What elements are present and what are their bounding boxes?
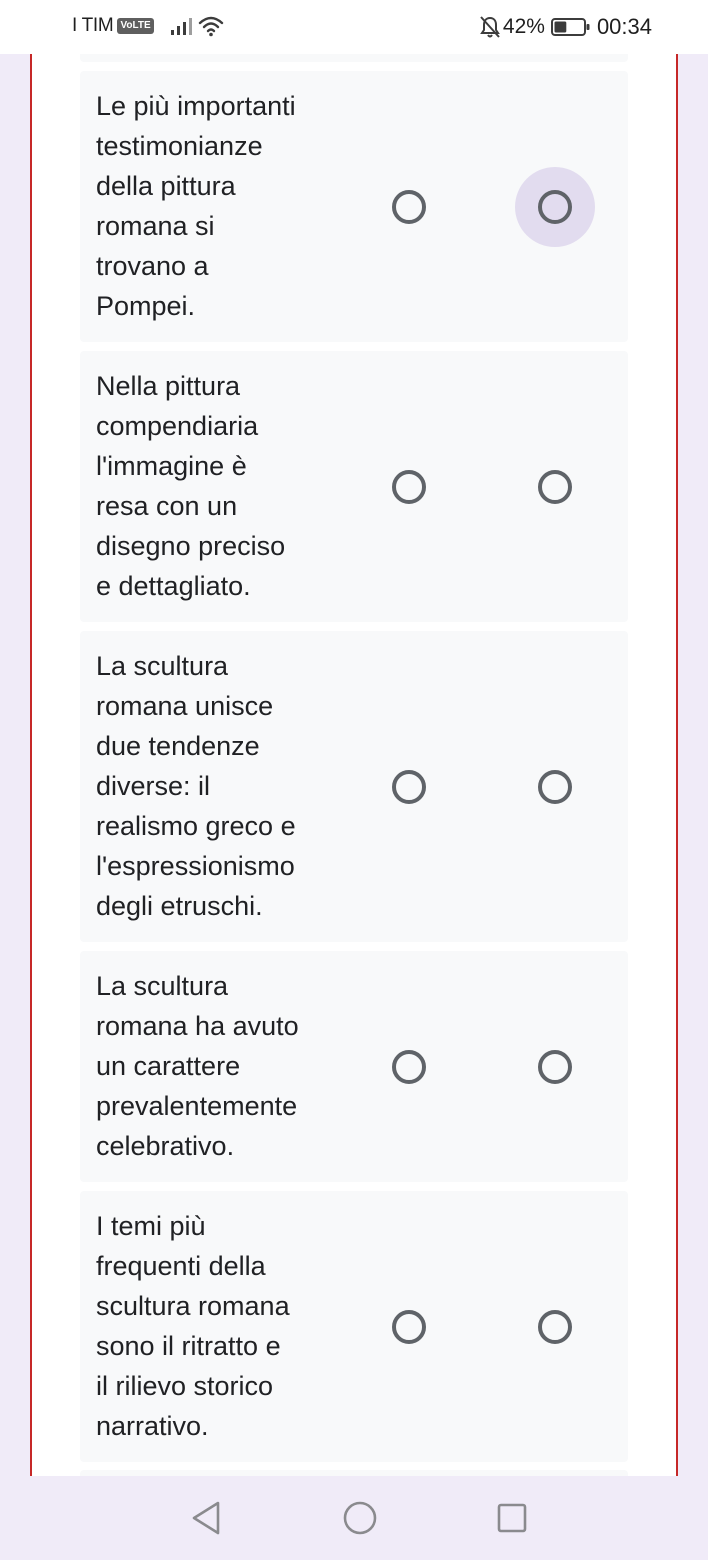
radio-option-2[interactable] xyxy=(515,447,595,527)
radio-option-1[interactable] xyxy=(369,1287,449,1367)
radio-option-2[interactable] xyxy=(515,167,595,247)
status-right xyxy=(479,14,652,40)
grid-row xyxy=(80,351,628,622)
radio-option-1[interactable] xyxy=(369,167,449,247)
battery-percent: 42% xyxy=(502,15,545,38)
row-label: Le più importanti testimonianze della pittura romana si trovano a Pompei. xyxy=(96,91,296,321)
radio-circle xyxy=(392,190,426,224)
radio-option-2[interactable] xyxy=(515,1027,595,1107)
home-icon xyxy=(342,1500,378,1536)
radio-circle xyxy=(538,770,572,804)
radio-circle xyxy=(392,470,426,504)
row-label: I temi più frequenti della scultura romana sono il ritratto e il rilievo storico narrativo. xyxy=(96,1211,290,1441)
radio-circle xyxy=(538,1310,572,1344)
signal-icon xyxy=(170,16,194,36)
radio-option-1[interactable] xyxy=(369,747,449,827)
carrier-name: I TIM xyxy=(72,15,114,36)
battery-icon xyxy=(551,17,591,37)
radio-circle xyxy=(538,1050,572,1084)
radio-circle xyxy=(538,190,572,224)
radio-circle xyxy=(538,470,572,504)
radio-option-1[interactable] xyxy=(369,447,449,527)
row-label: Nella pittura compendiaria l'immagine è resa con un disegno preciso e dettagliato. xyxy=(96,371,286,601)
row-label: La scultura romana ha avuto un carattere prevalentemente celebrativo. xyxy=(96,971,299,1161)
recents-icon xyxy=(496,1502,528,1534)
back-button[interactable] xyxy=(186,1498,226,1538)
wifi-icon xyxy=(198,15,224,37)
volte-badge: VoLTE xyxy=(117,18,153,34)
navigation-bar xyxy=(0,1476,708,1560)
status-left xyxy=(72,15,224,37)
radio-circle xyxy=(392,1050,426,1084)
row-label: La scultura romana unisce due tendenze diverse: il realismo greco e l'espressionismo degli etruschi. xyxy=(96,651,296,921)
radio-option-2[interactable] xyxy=(515,747,595,827)
clock: 00:34 xyxy=(596,14,652,39)
grid-row xyxy=(80,951,628,1182)
radio-option-1[interactable] xyxy=(369,1027,449,1107)
grid-row xyxy=(80,1191,628,1462)
recents-button[interactable] xyxy=(492,1498,532,1538)
grid-row xyxy=(80,631,628,942)
status-bar xyxy=(0,0,708,54)
radio-circle xyxy=(392,1310,426,1344)
previous-row-stub xyxy=(80,54,628,62)
radio-circle xyxy=(392,770,426,804)
bell-off-icon xyxy=(479,15,501,39)
grid-row xyxy=(80,71,628,342)
back-icon xyxy=(190,1500,222,1536)
home-button[interactable] xyxy=(340,1498,380,1538)
radio-option-2[interactable] xyxy=(515,1287,595,1367)
form-card xyxy=(30,54,678,1476)
